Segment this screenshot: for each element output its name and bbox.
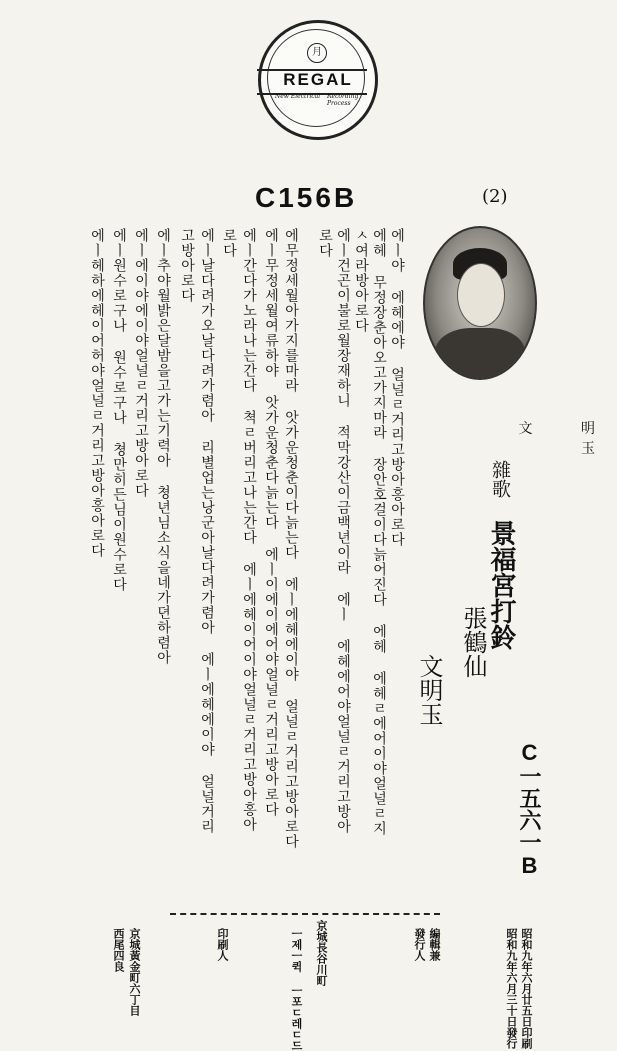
portrait-face [457, 263, 505, 327]
colophon-address: 京城長谷川町 [315, 920, 328, 986]
song-title: 景福宮打鈴 [486, 520, 516, 650]
portrait-body [435, 328, 525, 380]
singer-caption: 文 明 玉 [518, 421, 617, 457]
logo-sub-right: Recording Process [327, 93, 359, 107]
regal-logo [258, 20, 378, 140]
lyric-line: 에ㅣ야 에헤에야 얼널ㄹ거리고방아홍아로다 [389, 228, 405, 547]
author-line-2: 文明玉 [415, 654, 443, 726]
lyric-line: 에무정세월아가지를마라 앗가운청춘이다늙는다 에ㅣ에헤에이야 얼널ㄹ거리고방아로다 [283, 228, 299, 849]
lyric-line: 로다 [221, 228, 237, 258]
colophon-printer-label: 印刷人 [216, 928, 229, 961]
colophon-printer-name: 西尾四良 [112, 928, 125, 972]
colophon-date-2: 昭和九年六月三十日發行 [505, 928, 518, 1049]
singer-portrait [423, 226, 537, 380]
lyric-line: 고방아로다 [179, 228, 195, 303]
catalog-number-vertical: C一五六一B [517, 740, 542, 878]
colophon-publisher-name: ㅡ제ㅡ퀵 ㅡ포ㄷ레ㄷ드 [290, 928, 303, 1051]
lyric-line: 에ㅣ원수로구나 원수로구나 쳥만히든님이원수로다 [111, 228, 127, 592]
colophon-printer-address: 京城黃金町六丁目 [128, 928, 141, 1016]
lyric-line: 에ㅣ건곤이불로월장재하니 적막강산이금백년이라 에ㅣ 에헤에어야얼널ㄹ거리고방아 [335, 228, 351, 834]
colophon-date-1: 昭和九年六月廿五日印刷 [520, 928, 533, 1049]
colophon-publisher-label: 發行人 [413, 928, 426, 961]
lyric-line: 에ㅣ날다려가오날다려가렴아 리별업는낭군아날다려가렴아 에ㅣ에헤에이야 얼널거리 [199, 228, 215, 834]
logo-brand-name: REGAL [283, 70, 353, 89]
lyric-line: 에ㅣ에이야에이야얼널ㄹ거리고방아로다 [133, 228, 149, 498]
logo-monogram: 月 [307, 43, 327, 63]
lyric-line: 에ㅣ무정세월여류하야 앗가운청춘다늙는다 에ㅣ이에이에어야얼널ㄹ거리고방아로다 [263, 228, 279, 817]
lyric-line: 에ㅣ간다가노라나는간다 쳑ㄹ버리고나는간다 에ㅣ에헤이어이야얼널ㄹ거리고방아홍아 [241, 228, 257, 832]
genre-label: 雜歌 [489, 460, 511, 498]
lyric-line: ㅅ여라방아로다 [353, 228, 369, 333]
side-number: (2) [482, 186, 508, 207]
lyric-line: 로다 [317, 228, 333, 258]
colophon-editor-label: 編輯兼 [428, 928, 441, 961]
lyric-line: 에헤 무정장춘아오고가지마라 장안호걸이다늙어진다 에헤 에헤ㄹ에어이야얼널ㄹ지 [371, 228, 387, 836]
author-line-1: 張鶴仙 [459, 606, 487, 678]
lyric-line: 에ㅣ헤하에헤이어허야얼널ㄹ거리고방아홍아로다 [89, 228, 105, 558]
lyric-line: 에ㅣ추야월밝은달밤을고가는기력아 쳥년님소식을네가뎐하렴아 [155, 228, 171, 665]
catalog-number: C156B [255, 182, 358, 213]
logo-sub-left: New Electrical [275, 93, 321, 100]
colophon-separator [170, 913, 440, 915]
